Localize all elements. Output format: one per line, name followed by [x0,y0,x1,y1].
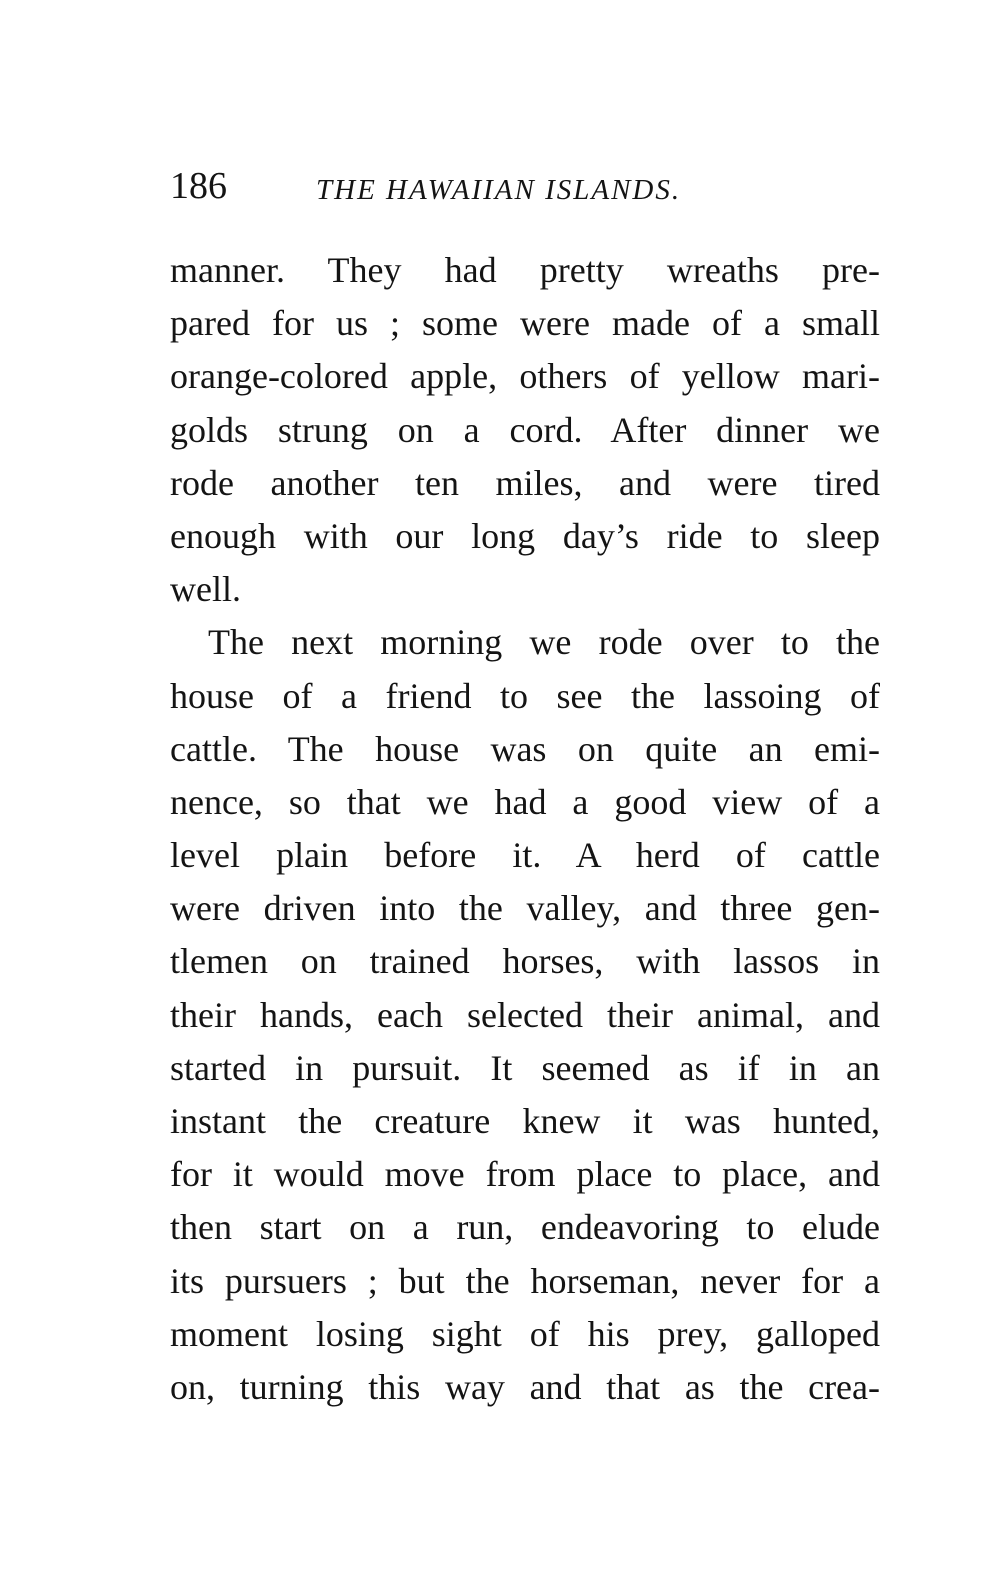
body-text [170,244,880,1414]
text-line: well. [170,569,241,610]
text-line: then start on a run, endeavoring to elude [170,1207,880,1248]
text-line: The next morning we rode over to the [208,622,880,663]
text-line: cattle. The house was on quite an emi- [170,728,880,769]
text-line: instant the creature knew it was hunted, [170,1101,880,1141]
page-header [170,160,890,212]
running-head: THE HAWAIIAN ISLANDS. [316,174,682,206]
text-line: started in pursuit. It seemed as if in an [170,1047,880,1088]
text-line: manner. They had pretty wreaths pre- [170,250,880,290]
text-line: their hands, each selected their animal, and [170,994,880,1035]
text-line: on, turning this way and that as the crea- [170,1366,880,1407]
text-line: were driven into the valley, and three gen- [170,888,880,929]
text-line: moment losing sight of his prey, galloped [170,1313,880,1354]
text-line: pared for us ; some were made of a small [170,303,880,344]
text-line: rode another ten miles, and were tired [170,462,880,503]
text-line: its pursuers ; but the horseman, never for a [170,1260,880,1301]
text-line: golds strung on a cord. After dinner we [170,409,880,450]
text-line: tlemen on trained horses, with lassos in [170,941,880,982]
text-line: house of a friend to see the lassoing of [170,675,880,716]
text-line: orange-colored apple, others of yellow mari- [170,356,880,397]
page-number: 186 [170,165,227,207]
text-line: nence, so that we had a good view of a [170,781,880,822]
text-line: enough with our long day’s ride to sleep [170,515,880,556]
text-line: for it would move from place to place, and [170,1154,880,1195]
text-line: level plain before it. A herd of cattle [170,835,880,876]
